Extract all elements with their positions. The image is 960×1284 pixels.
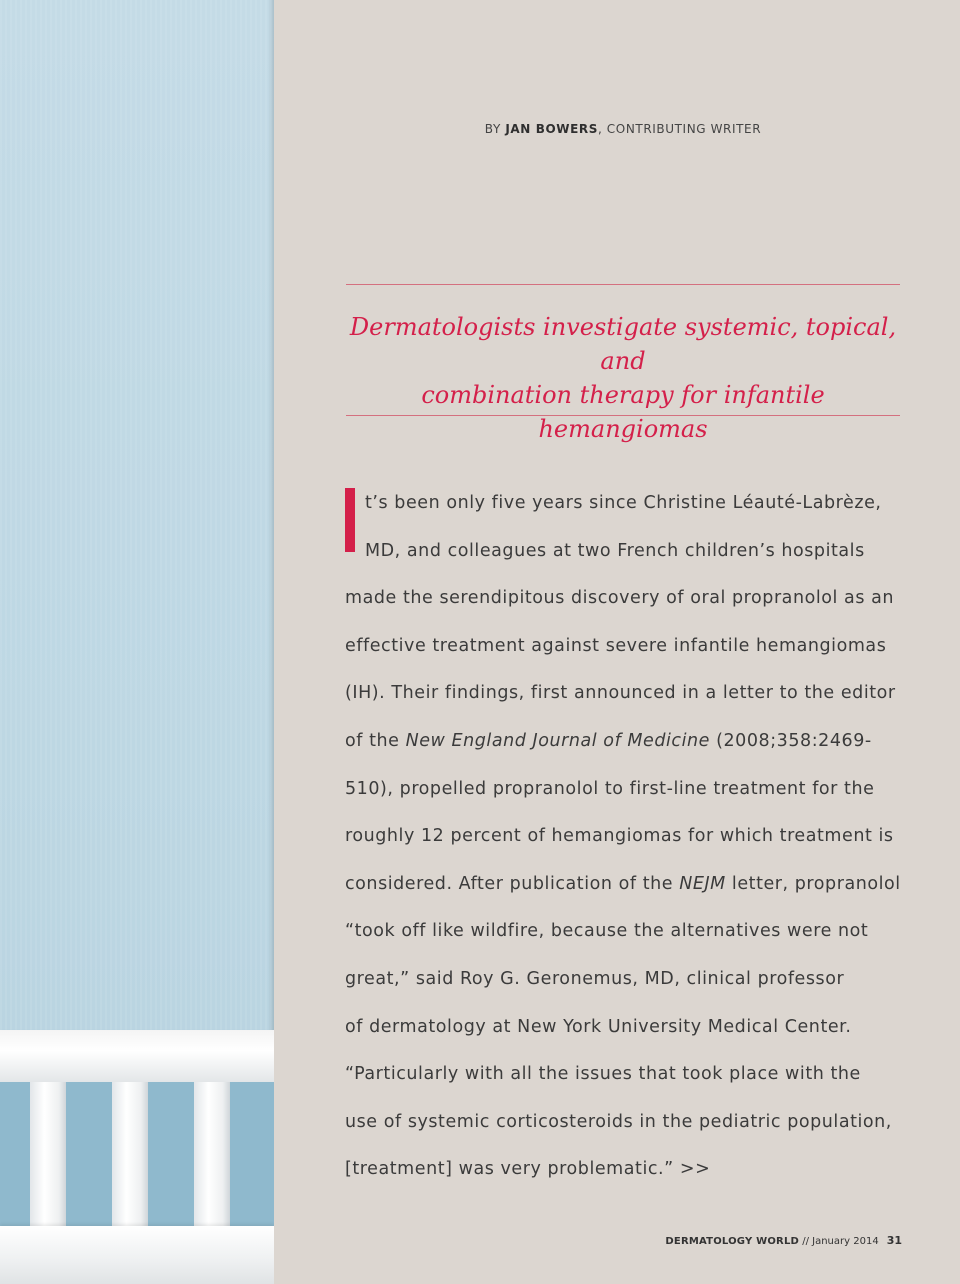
body-line: great,” said Roy G. Geronemus, MD, clinical professor: [345, 968, 845, 989]
crib-rail-bottom: [0, 1226, 274, 1284]
body-line: [345, 480, 905, 528]
footer-separator: //: [799, 1236, 813, 1247]
body-line: 510), propelled propranolol to first-line treatment for the: [345, 778, 875, 799]
crib-gap: [66, 1082, 112, 1226]
crib-rail-top: [0, 1030, 274, 1082]
byline-role: , CONTRIBUTING WRITER: [597, 122, 762, 136]
body-line: made the serendipitous discovery of oral propranolol as an: [345, 588, 895, 609]
body-line: MD, and colleagues at two French children’s hospitals: [365, 540, 865, 561]
body-line-text: t’s been only five years since Christine Léauté-Labrèze,: [365, 493, 882, 513]
crib-gap: [0, 1082, 30, 1226]
crib-slat: [30, 1082, 66, 1226]
body-text-run: letter, propranolol: [725, 873, 901, 894]
headline-line-2: combination therapy for infantile hemangiomas: [421, 381, 825, 443]
body-text-run: (2008;358:2469-: [709, 730, 872, 751]
magazine-name: DERMATOLOGY WORLD: [665, 1236, 800, 1247]
journal-abbrev: NEJM: [679, 873, 726, 894]
body-line: effective treatment against severe infantile hemangiomas: [345, 635, 887, 656]
crib-gap: [230, 1082, 274, 1226]
headline: [346, 310, 900, 446]
body-line: [345, 718, 905, 766]
body-line: use of systemic corticosteroids in the pediatric population,: [345, 1111, 892, 1132]
body-line: (IH). Their findings, first announced in a letter to the editor: [345, 683, 896, 704]
body-line: [treatment] was very problematic.” >>: [345, 1159, 711, 1180]
body-text-run: of the: [345, 730, 406, 751]
headline-rule-bottom: [346, 415, 900, 416]
crib-slat: [194, 1082, 230, 1226]
crib-gap: [148, 1082, 194, 1226]
page-footer: [620, 1234, 902, 1247]
body-line: roughly 12 percent of hemangiomas for which treatment is: [345, 826, 894, 847]
byline: [346, 122, 900, 136]
page-number: 31: [886, 1234, 902, 1247]
journal-title: New England Journal of Medicine: [405, 730, 710, 751]
crib-slat: [112, 1082, 148, 1226]
body-line: of dermatology at New York University Medical Center.: [345, 1016, 852, 1037]
body-line: [345, 861, 905, 909]
headline-rule-top: [346, 284, 900, 285]
body-line: “Particularly with all the issues that took place with the: [345, 1064, 861, 1085]
body-line: “took off like wildfire, because the alternatives were not: [345, 921, 869, 942]
byline-prefix: BY: [484, 122, 506, 136]
body-text-run: considered. After publication of the: [345, 873, 680, 894]
headline-line-1: Dermatologists investigate systemic, topical, and: [349, 313, 897, 375]
byline-author: JAN BOWERS: [505, 122, 598, 136]
crib-photo: [0, 0, 274, 1284]
article-body: [345, 480, 905, 1194]
issue-date: January 2014: [812, 1236, 879, 1247]
